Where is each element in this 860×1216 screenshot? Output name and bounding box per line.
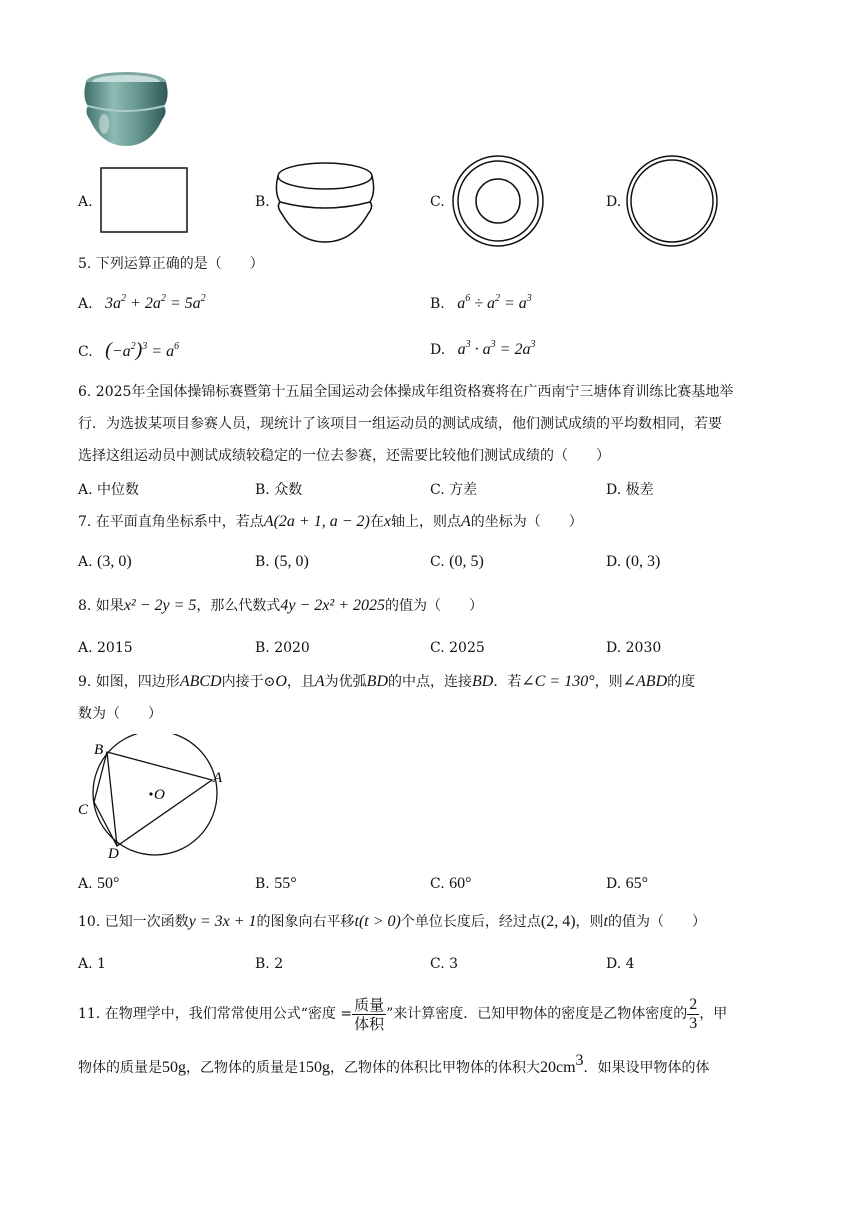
- q6-line-3: 选择这组运动员中测试成绩较稳定的一位去参赛，还需要比较他们测试成绩的（ ）: [78, 448, 610, 464]
- q10-stem: 10. 已知一次函数y = 3x + 1的图象向右平移t(t > 0)个单位长度后，经过点(2, 4)，则t的值为（ ）: [78, 913, 706, 930]
- q10-option-c: C. 3: [430, 956, 459, 972]
- label-c: C: [78, 802, 89, 818]
- q9-option-a: A. 50°: [78, 875, 120, 892]
- q9-stem-line-2: 数为（ ）: [78, 706, 162, 722]
- glass-bowl-photo: [80, 68, 172, 150]
- center-point: [149, 792, 152, 795]
- q8-option-b: B. 2020: [255, 640, 310, 656]
- q4-option-b-bowl-front-view: [274, 158, 376, 244]
- q9-option-c: C. 60°: [430, 875, 472, 892]
- q4-option-a-label: A.: [78, 194, 93, 210]
- q4-option-d-label: D.: [606, 194, 622, 210]
- q4-option-c-concentric-circles: [450, 153, 546, 249]
- density-fraction: $\frac{\text{质量}}{\text{体积}}$: [354, 995, 385, 1033]
- q4-option-d-double-circle: [624, 153, 720, 249]
- q9-option-d: D. 65°: [606, 875, 649, 892]
- q10-option-a: A. 1: [78, 956, 106, 972]
- q7-option-b: B. (5, 0): [255, 553, 309, 570]
- q8-option-a: A. 2015: [78, 640, 133, 656]
- q6-line-2: 行．为选拔某项目参赛人员，现统计了该项目一组运动员的测试成绩，他们测试成绩的平均数相同，若要: [78, 416, 722, 432]
- label-a: A: [213, 770, 223, 786]
- q7-stem: 7. 在平面直角坐标系中，若点A(2a + 1, a − 2)在x轴上，则点A的坐标为（ ）: [78, 513, 583, 530]
- q11-stem-line-2: 物体的质量是50g，乙物体的质量是150g，乙物体的体积比甲物体的体积大$20cm^3$．如果设甲物体的体: [78, 1052, 710, 1076]
- q4-option-c-label: C.: [430, 194, 445, 210]
- label-b: B: [94, 742, 104, 758]
- q7-option-a: A. (3, 0): [78, 553, 132, 570]
- q8-option-c: C. 2025: [430, 640, 485, 656]
- q6-line-1: 6. 2025年全国体操锦标赛暨第十五届全国运动会体操成年组资格赛将在广西南宁三塘体育训练比赛基地举: [78, 384, 734, 400]
- q9-circle-figure: [74, 734, 234, 864]
- q11-stem-line-1: 11. 在物理学中，我们常常使用公式“密度 = $\frac{\text{质量}}{\text{体积}}$ ”来计算密度．已知甲物体的密度是乙物体密度的 $\frac{2}{3}$ ，甲: [78, 995, 728, 1033]
- q6-option-a: A. 中位数: [78, 482, 140, 498]
- q5-option-a: A. $3a^2 + 2a^2 = 5a^2$: [78, 293, 206, 312]
- q9-option-b: B. 55°: [255, 875, 297, 892]
- segment-bd: [107, 752, 117, 846]
- two-thirds-fraction: $\frac{2}{3}$: [689, 995, 698, 1032]
- q5-option-c: C. $(-a^2)^3 = a^6$: [78, 339, 180, 361]
- q5-option-d: D. $a^3 \cdot a^3 = 2a^3$: [430, 339, 536, 358]
- q7-option-c: C. (0, 5): [430, 553, 484, 570]
- q6-option-b: B. 众数: [255, 482, 303, 498]
- label-o: O: [154, 787, 165, 803]
- q8-option-d: D. 2030: [606, 640, 662, 656]
- q8-stem: 8. 如果x² − 2y = 5，那么代数式4y − 2x² + 2025的值为（ ）: [78, 597, 483, 614]
- q5-stem: 5. 下列运算正确的是（ ）: [78, 256, 264, 272]
- q7-option-d: D. (0, 3): [606, 553, 661, 570]
- q6-option-d: D. 极差: [606, 482, 654, 498]
- q6-option-c: C. 方差: [430, 482, 478, 498]
- label-d: D: [108, 846, 119, 862]
- q9-stem-line-1: 9. 如图，四边形ABCD内接于⊙O，且A为优弧BD的中点，连接BD．若∠C = 130°，则∠ABD的度: [78, 673, 696, 690]
- q5-option-b: B. $a^6 \div a^2 = a^3$: [430, 293, 532, 312]
- q4-option-a-rectangle: [100, 167, 190, 235]
- q10-option-b: B. 2: [255, 956, 284, 972]
- q4-option-b-label: B.: [255, 194, 270, 210]
- q10-option-d: D. 4: [606, 956, 635, 972]
